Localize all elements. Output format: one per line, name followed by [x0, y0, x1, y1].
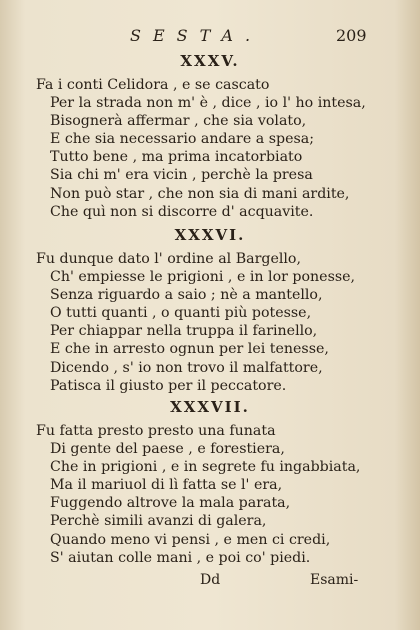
- signature-mark: Dd: [200, 572, 221, 588]
- verse-line: Patisca il giusto per il peccatore.: [50, 377, 287, 394]
- verse-line: Fuggendo altrove la mala parata,: [50, 495, 291, 512]
- verse-line: Ma il mariuol di lì fatta se l' era,: [50, 477, 283, 494]
- stanza: [0, 422, 420, 567]
- page-footer: [0, 572, 420, 594]
- verse-line: Bisognerà affermar , che sia volato,: [50, 113, 307, 130]
- verse-line: E che sia necessario andare a spesa;: [50, 131, 314, 148]
- stanza-number: XXXVI.: [174, 226, 246, 244]
- verse-line: Quando meno vi pensi , e men ci credi,: [50, 531, 331, 548]
- stanza-number: XXXVII.: [170, 398, 250, 416]
- catchword: Esami-: [310, 572, 359, 588]
- stanza-number: XXXV.: [180, 52, 240, 70]
- verse-line: Senza riguardo a saio ; nè a mantello,: [50, 287, 323, 304]
- verse-line: S' aiutan colle mani , e poi co' piedi.: [50, 549, 311, 566]
- page-header: [0, 26, 420, 46]
- running-head: SESTA.: [130, 26, 263, 45]
- verse-line: Di gente del paese , e forestiera,: [50, 441, 285, 458]
- verse-line: Che in prigioni , e in segrete fu ingabbiata,: [50, 459, 361, 476]
- verse-line: Non può star , che non sia di mani ardite,: [50, 185, 350, 202]
- verse-line: Che quì non si discorre d' acquavite.: [50, 203, 314, 220]
- verse-line: Dicendo , s' io non trovo il malfattore,: [50, 359, 323, 376]
- verse-line: Ch' empiesse le prigioni , e in lor ponesse,: [50, 269, 356, 286]
- stanza: [0, 76, 420, 221]
- verse-line: Perchè simili avanzi di galera,: [50, 513, 267, 530]
- verse-line: E che in arresto ognun per lei tenesse,: [50, 341, 329, 358]
- verse-line: O tutti quanti , o quanti più potesse,: [50, 305, 312, 322]
- page-number: 209: [336, 26, 367, 45]
- verse-line: Sia chi m' era vicin , perchè la presa: [50, 167, 313, 184]
- verse-line: Tutto bene , ma prima incatorbiato: [50, 149, 303, 166]
- verse-line: Fa i conti Celidora , e se cascato: [36, 77, 270, 93]
- verse-line: Per la strada non m' è , dice , io l' ho intesa,: [50, 95, 366, 112]
- stanza: [0, 250, 420, 395]
- verse-line: Fu dunque dato l' ordine al Bargello,: [36, 251, 301, 267]
- verse-line: Fu fatta presto presto una funata: [36, 423, 276, 439]
- verse-line: Per chiappar nella truppa il farinello,: [50, 323, 318, 340]
